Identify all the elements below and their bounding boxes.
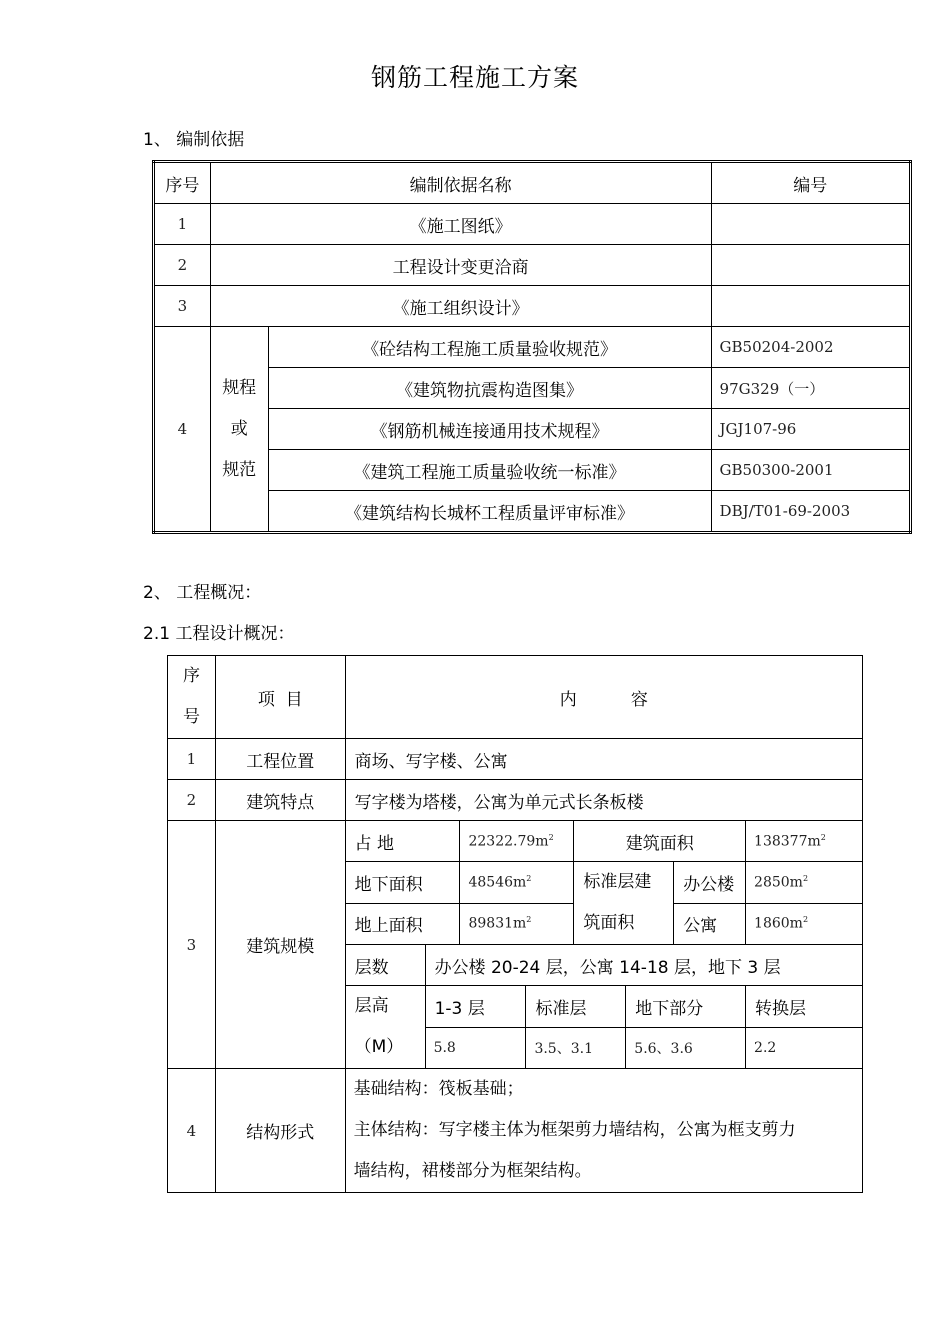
structure-line: 墙结构，裙楼部分为框架结构。 — [353, 1161, 592, 1181]
table-row — [168, 1069, 863, 1193]
section-heading-basis: 1、 编制依据 — [143, 130, 245, 150]
height-value: 5.6、3.6 — [626, 1027, 746, 1069]
group-label-line: 规范 — [222, 459, 257, 480]
row-content: 商场、写字楼、公寓 — [345, 739, 862, 780]
above-ground-area-value: $89831m^2$ — [460, 903, 574, 945]
office-value: $2850m^2$ — [746, 862, 863, 904]
height-header: 标准层 — [526, 986, 626, 1028]
row-code — [711, 204, 910, 245]
office-label: 办公楼 — [674, 862, 746, 904]
underground-area-label: 地下面积 — [345, 862, 460, 904]
row-code — [711, 286, 910, 327]
section-heading-overview: 2、 工程概况： — [143, 583, 262, 603]
header-name: 编制依据名称 — [210, 162, 711, 204]
group-label — [210, 327, 268, 533]
table-row — [168, 739, 863, 780]
group-no: 4 — [154, 327, 211, 533]
header-item: 项 目 — [215, 656, 345, 739]
header-no-line: 序 — [182, 666, 200, 686]
row-item: 工程位置 — [215, 739, 345, 780]
standard-code: DBJ/T01-69-2003 — [711, 491, 910, 533]
height-label-line: 层高 — [354, 996, 389, 1016]
height-value: 2.2 — [746, 1027, 863, 1069]
structure-line: 主体结构：写字楼主体为框架剪力墙结构，公寓为框支剪力 — [353, 1120, 796, 1140]
floors-value: 办公楼 20-24 层，公寓 14-18 层，地下 3 层 — [425, 945, 862, 986]
row-no: 3 — [154, 286, 211, 327]
row-code — [711, 245, 910, 286]
header-no-line: 号 — [182, 707, 200, 727]
table-row — [154, 204, 911, 245]
row-name: 工程设计变更洽商 — [210, 245, 711, 286]
height-label-line: （M） — [354, 1037, 404, 1057]
row-content: 写字楼为塔楼，公寓为单元式长条板楼 — [345, 780, 862, 821]
structure-line: 基础结构：筏板基础； — [353, 1079, 524, 1099]
standard-code: JGJ107-96 — [711, 409, 910, 450]
site-area-value: $22322.79m^2$ — [460, 821, 574, 862]
floor-area-label: 建筑面积 — [574, 821, 746, 862]
table-row — [168, 780, 863, 821]
row-item: 建筑规模 — [215, 821, 345, 1069]
page-title: 钢筋工程施工方案 — [370, 63, 579, 92]
header-no — [168, 656, 216, 739]
row-no: 1 — [154, 204, 211, 245]
height-header: 转换层 — [746, 986, 863, 1028]
above-ground-area-label: 地上面积 — [345, 903, 460, 945]
apartment-label: 公寓 — [674, 903, 746, 945]
group-label-line: 规程 — [222, 377, 257, 398]
standard-name: 《钢筋机械连接通用技术规程》 — [268, 409, 711, 450]
apartment-value: $1860m^2$ — [746, 903, 863, 945]
height-header: 1-3 层 — [425, 986, 526, 1028]
height-label — [345, 986, 425, 1069]
height-header: 地下部分 — [626, 986, 746, 1028]
row-item: 建筑特点 — [215, 780, 345, 821]
standard-name: 《建筑物抗震构造图集》 — [268, 368, 711, 409]
row-no: 2 — [168, 780, 216, 821]
table-row — [154, 286, 911, 327]
row-no: 3 — [168, 821, 216, 1069]
row-name: 《施工图纸》 — [210, 204, 711, 245]
standard-name: 《建筑结构长城杯工程质量评审标准》 — [268, 491, 711, 533]
height-value: 5.8 — [425, 1027, 526, 1069]
standard-floor-area-label — [574, 862, 674, 945]
table-row — [168, 821, 863, 862]
row-name: 《施工组织设计》 — [210, 286, 711, 327]
overview-table — [167, 655, 863, 1193]
standard-name: 《建筑工程施工质量验收统一标准》 — [268, 450, 711, 491]
section-heading-design: 2.1 工程设计概况： — [143, 624, 295, 644]
table-header-row — [168, 656, 863, 739]
table-row — [154, 327, 911, 368]
site-area-label: 占 地 — [345, 821, 460, 862]
standard-code: 97G329（一） — [711, 368, 910, 409]
row-no: 1 — [168, 739, 216, 780]
height-value: 3.5、3.1 — [526, 1027, 626, 1069]
standard-floor-label-line: 筑面积 — [583, 913, 635, 933]
standard-code: GB50300-2001 — [711, 450, 910, 491]
header-no: 序号 — [154, 162, 211, 204]
header-code: 编号 — [711, 162, 910, 204]
standard-name: 《砼结构工程施工质量验收规范》 — [268, 327, 711, 368]
standard-floor-label-line: 标准层建 — [583, 872, 652, 892]
standard-code: GB50204-2002 — [711, 327, 910, 368]
basis-table — [152, 160, 912, 534]
structure-content — [345, 1069, 862, 1193]
row-no: 4 — [168, 1069, 216, 1193]
underground-area-value: $48546m^2$ — [460, 862, 574, 904]
row-item: 结构形式 — [215, 1069, 345, 1193]
header-content: 内 容 — [345, 656, 862, 739]
group-label-line: 或 — [230, 418, 248, 439]
floor-area-value: $138377m^2$ — [746, 821, 863, 862]
row-no: 2 — [154, 245, 211, 286]
table-header-row — [154, 162, 911, 204]
table-row — [154, 245, 911, 286]
floors-label: 层数 — [345, 945, 425, 986]
